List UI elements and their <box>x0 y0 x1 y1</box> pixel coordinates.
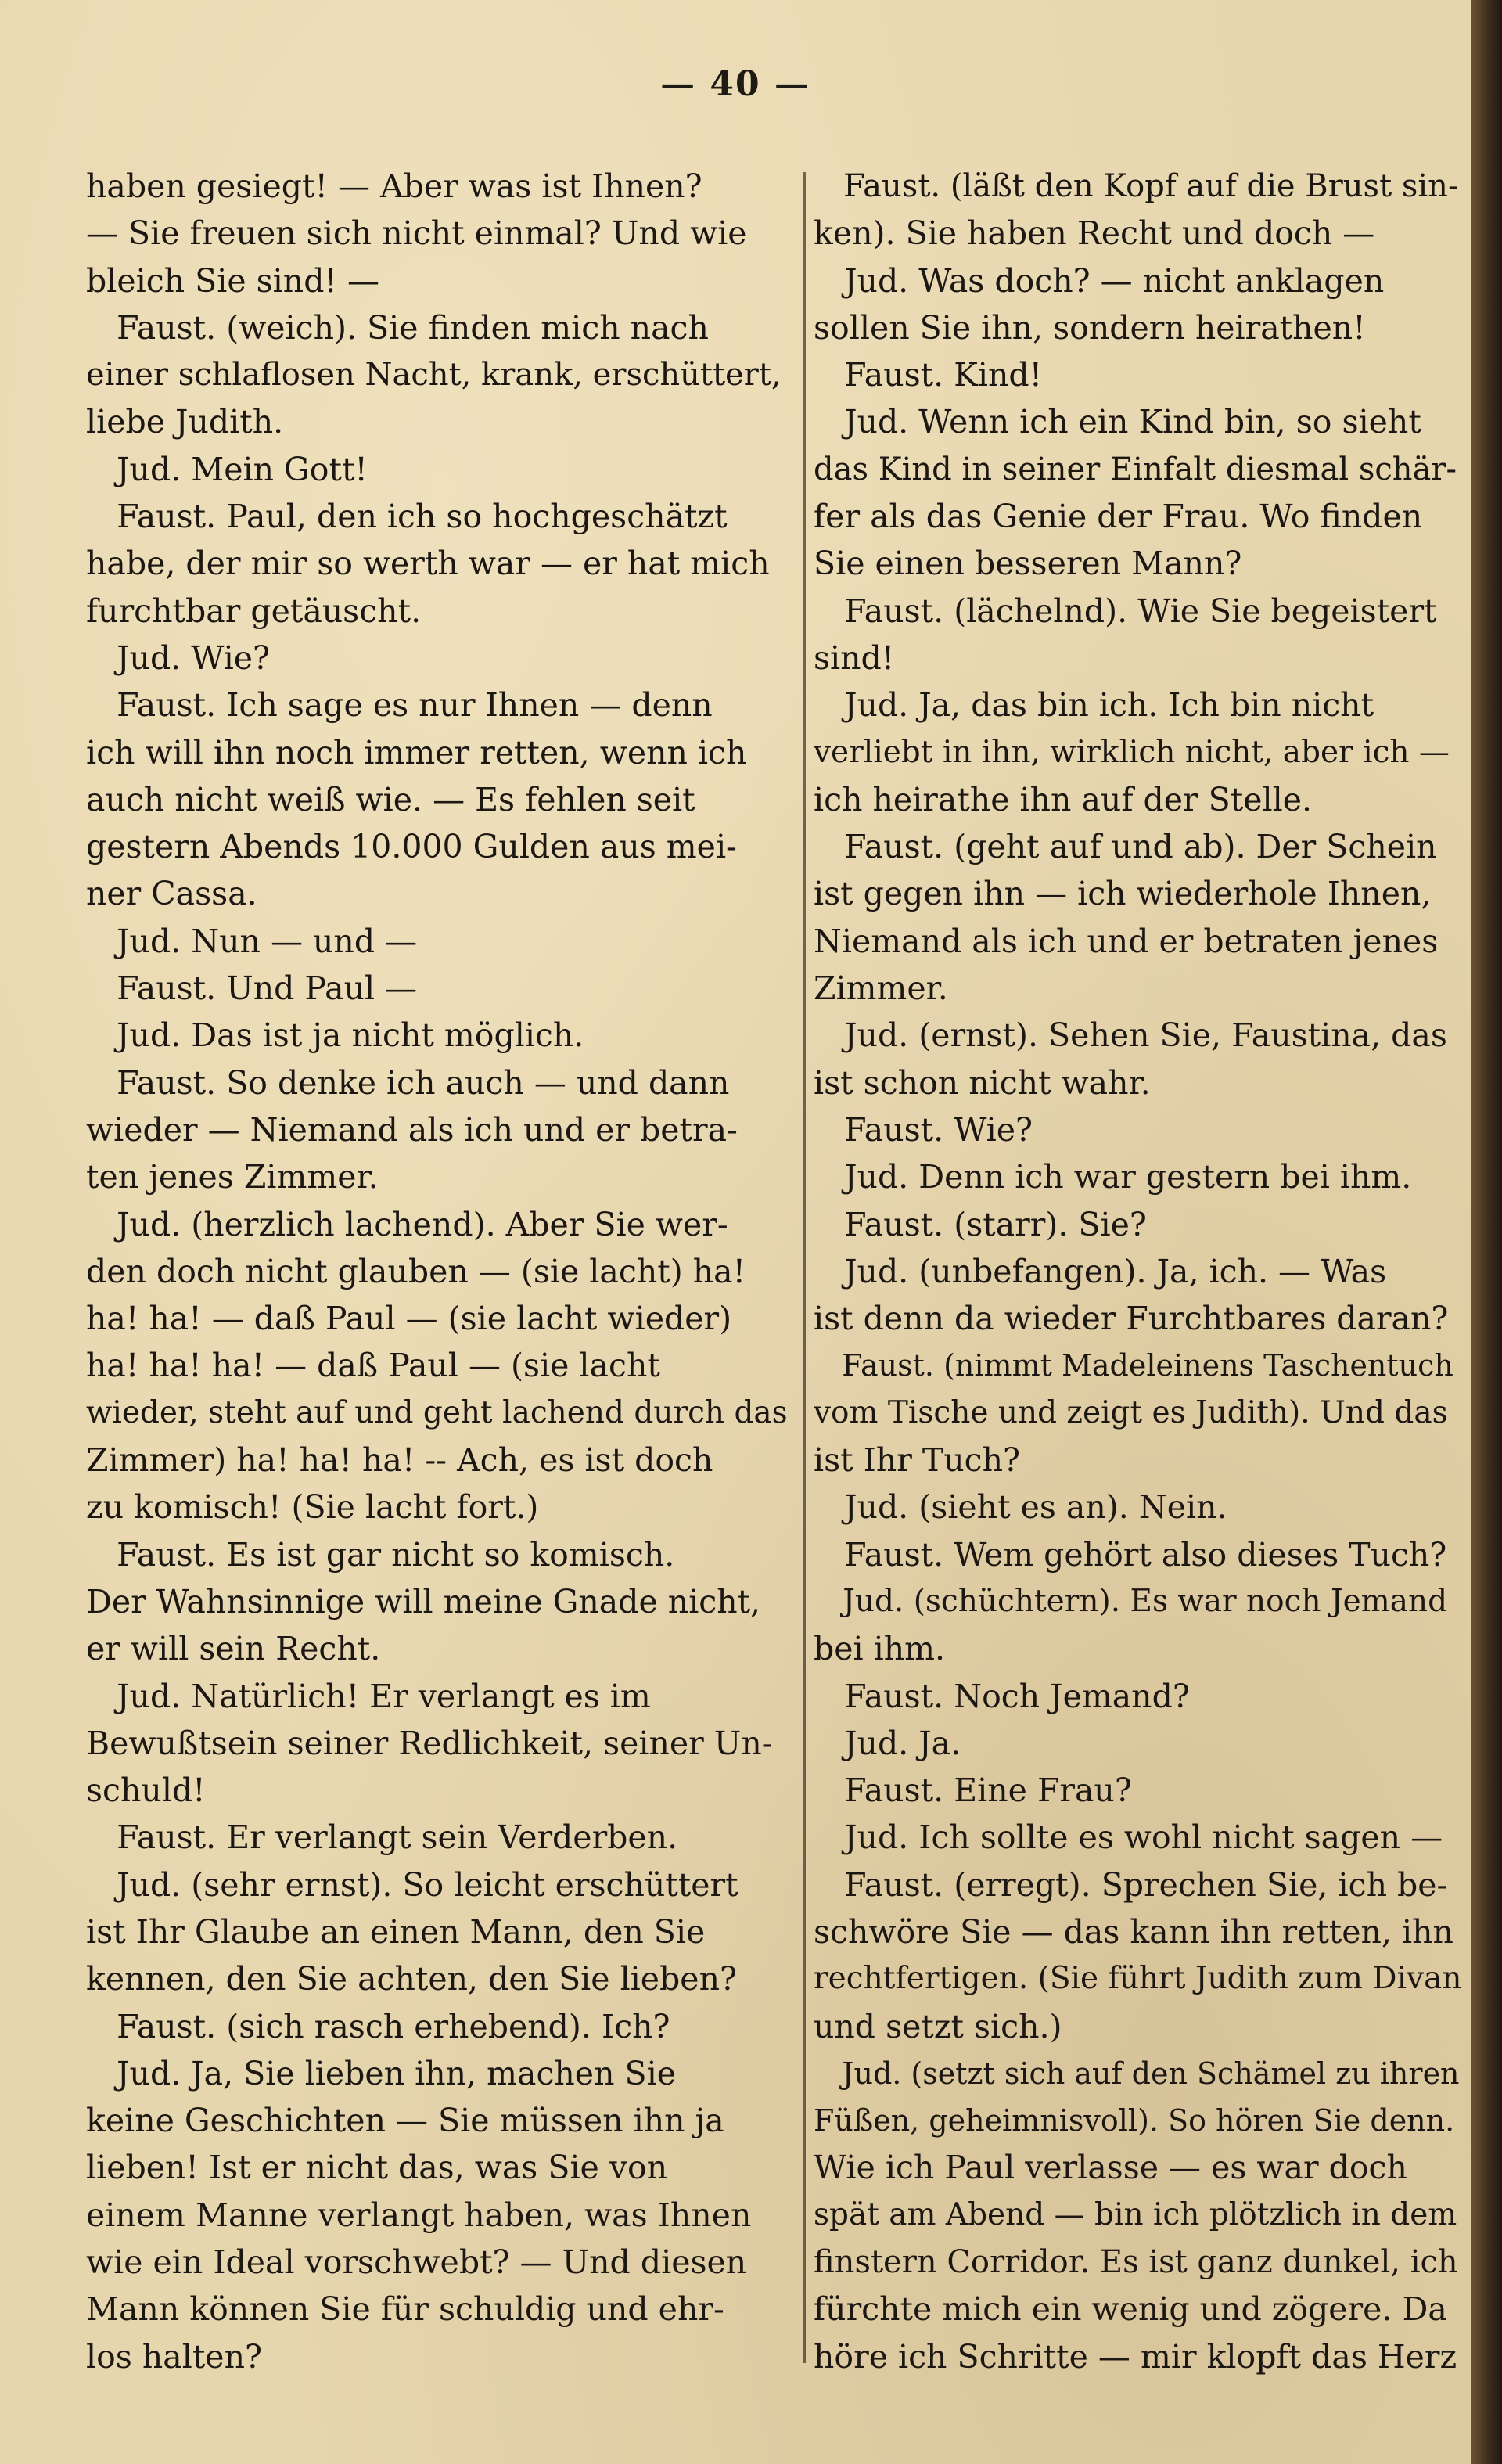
right-column-line: Jud. Ja. <box>814 1724 961 1762</box>
left-column-line: Jud. Nun — und — <box>86 922 418 960</box>
right-column-line: Faust. (erregt). Sprechen Sie, ich be- <box>814 1865 1448 1904</box>
left-column-line: Jud. Ja, Sie lieben ihn, machen Sie <box>86 2054 676 2092</box>
left-column-line: ich will ihn noch immer retten, wenn ich <box>86 733 747 772</box>
right-column-line: Faust. Wem gehört also dieses Tuch? <box>814 1535 1447 1574</box>
left-column-line: lieben! Ist er nicht das, was Sie von <box>86 2149 668 2187</box>
right-column-line: ist Ihr Tuch? <box>814 1441 1020 1480</box>
left-column-line: er will sein Recht. <box>86 1630 381 1668</box>
left-column-line: — Sie freuen sich nicht einmal? Und wie <box>86 214 747 253</box>
page-number: — 40 — <box>660 64 810 104</box>
right-column-line: rechtfertigen. (Sie führt Judith zum Divan <box>814 1961 1462 1997</box>
left-column-line: keine Geschichten — Sie müssen ihn ja <box>86 2102 724 2140</box>
left-column-line: Bewußtsein seiner Redlichkeit, seiner Un- <box>86 1724 773 1762</box>
right-column-line: Jud. (ernst). Sehen Sie, Faustina, das <box>814 1016 1447 1055</box>
right-column-line: Jud. (sieht es an). Nein. <box>814 1488 1227 1527</box>
right-column-line: Füßen, geheimnisvoll). So hören Sie denn. <box>814 2103 1455 2138</box>
right-column-line: finstern Corridor. Es ist ganz dunkel, ich <box>814 2244 1458 2281</box>
left-column-line: einer schlaflosen Nacht, krank, erschüttert, <box>86 357 782 394</box>
left-column-line: habe, der mir so werth war — er hat mich <box>86 545 770 583</box>
left-column-line: liebe Judith. <box>86 403 284 441</box>
left-column-line: Faust. Es ist gar nicht so komisch. <box>86 1535 675 1574</box>
right-column-line: vom Tische und zeigt es Judith). Und das <box>814 1394 1448 1430</box>
right-column-line: Jud. (unbefangen). Ja, ich. — Was <box>814 1252 1387 1290</box>
right-column-line: schwöre Sie — das kann ihn retten, ihn <box>814 1912 1453 1951</box>
right-column-line: Faust. Wie? <box>814 1110 1033 1149</box>
left-text-column <box>86 163 794 2380</box>
left-column-line: haben gesiegt! — Aber was ist Ihnen? <box>86 167 702 205</box>
right-column-line: Jud. Was doch? — nicht anklagen <box>814 261 1385 300</box>
left-column-line: Faust. Und Paul — <box>86 969 418 1008</box>
right-column-line: Jud. (setzt sich auf den Schämel zu ihren <box>814 2056 1460 2091</box>
right-column-line: fer als das Genie der Frau. Wo finden <box>814 498 1423 536</box>
right-column-line: sind! <box>814 638 895 677</box>
left-column-line: los halten? <box>86 2337 262 2376</box>
right-column-line: und setzt sich.) <box>814 2007 1062 2045</box>
right-column-line: verliebt in ihn, wirklich nicht, aber ich — <box>814 734 1450 770</box>
right-column-line: höre ich Schritte — mir klopft das Herz <box>814 2337 1457 2376</box>
right-column-line: ken). Sie haben Recht und doch — <box>814 214 1375 253</box>
right-column-line: ist gegen ihn — ich wiederhole Ihnen, <box>814 875 1432 913</box>
right-column-line: fürchte mich ein wenig und zögere. Da <box>814 2290 1447 2329</box>
left-column-line: Jud. Wie? <box>86 638 271 677</box>
left-column-line: Jud. Das ist ja nicht möglich. <box>86 1016 584 1055</box>
left-column-line: Faust. (weich). Sie finden mich nach <box>86 308 709 347</box>
left-column-line: den doch nicht glauben — (sie lacht) ha! <box>86 1252 746 1290</box>
right-column-line: Jud. Wenn ich ein Kind bin, so sieht <box>814 403 1421 441</box>
left-column-line: bleich Sie sind! — <box>86 261 379 300</box>
left-column-line: auch nicht weiß wie. — Es fehlen seit <box>86 780 695 818</box>
book-spine-edge <box>1471 0 1502 2464</box>
right-column-line: ich heirathe ihn auf der Stelle. <box>814 780 1313 818</box>
left-column-line: Faust. Er verlangt sein Verderben. <box>86 1818 678 1857</box>
right-column-line: ist schon nicht wahr. <box>814 1063 1151 1102</box>
right-text-column <box>814 163 1463 2380</box>
left-column-line: ha! ha! — daß Paul — (sie lacht wieder) <box>86 1300 732 1338</box>
right-column-line: Faust. Noch Jemand? <box>814 1677 1190 1715</box>
left-column-line: ner Cassa. <box>86 875 257 913</box>
right-column-line: spät am Abend — bin ich plötzlich in dem <box>814 2196 1457 2232</box>
right-column-line: Faust. (lächelnd). Wie Sie begeistert <box>814 592 1437 630</box>
left-column-line: gestern Abends 10.000 Gulden aus mei- <box>86 828 737 866</box>
left-column-line: Faust. Ich sage es nur Ihnen — denn <box>86 686 713 725</box>
left-column-line: Jud. Natürlich! Er verlangt es im <box>86 1677 651 1715</box>
left-column-line: Jud. (sehr ernst). So leicht erschüttert <box>86 1865 738 1904</box>
right-column-line: Sie einen besseren Mann? <box>814 545 1242 583</box>
left-column-line: kennen, den Sie achten, den Sie lieben? <box>86 1960 737 1998</box>
left-column-line: wieder, steht auf und geht lachend durch das <box>86 1394 788 1430</box>
left-column-line: Faust. (sich rasch erhebend). Ich? <box>86 2007 670 2045</box>
right-column-line: sollen Sie ihn, sondern heirathen! <box>814 308 1366 347</box>
left-column-line: Der Wahnsinnige will meine Gnade nicht, <box>86 1582 761 1620</box>
left-column-line: wieder — Niemand als ich und er betra- <box>86 1110 738 1149</box>
left-column-line: einem Manne verlangt haben, was Ihnen <box>86 2196 752 2234</box>
left-column-line: Faust. So denke ich auch — und dann <box>86 1063 730 1102</box>
right-column-line: Niemand als ich und er betraten jenes <box>814 922 1439 960</box>
right-column-line: Faust. Kind! <box>814 356 1043 394</box>
right-column-line: Faust. (starr). Sie? <box>814 1205 1147 1243</box>
left-column-line: Jud. Mein Gott! <box>86 450 368 488</box>
right-column-line: Faust. Eine Frau? <box>814 1772 1132 1810</box>
left-column-line: ist Ihr Glaube an einen Mann, den Sie <box>86 1912 706 1951</box>
left-column-line: ha! ha! ha! — daß Paul — (sie lacht <box>86 1347 660 1385</box>
right-column-line: das Kind in seiner Einfalt diesmal schär- <box>814 451 1457 487</box>
right-column-line: Faust. (nimmt Madeleinens Taschentuch <box>814 1348 1453 1383</box>
left-column-line: Zimmer) ha! ha! ha! -- Ach, es ist doch <box>86 1441 713 1480</box>
left-column-line: furchtbar getäuscht. <box>86 592 422 630</box>
right-column-line: Jud. (schüchtern). Es war noch Jemand <box>814 1583 1448 1619</box>
right-column-line: Zimmer. <box>814 969 948 1008</box>
right-column-line: Faust. (läßt den Kopf auf die Brust sin- <box>814 168 1459 204</box>
right-column-line: Jud. Ja, das bin ich. Ich bin nicht <box>814 686 1374 725</box>
column-divider <box>803 172 806 2363</box>
right-column-line: Faust. (geht auf und ab). Der Schein <box>814 828 1437 866</box>
right-column-line: Wie ich Paul verlasse — es war doch <box>814 2149 1407 2187</box>
left-column-line: Mann können Sie für schuldig und ehr- <box>86 2290 724 2329</box>
right-column-line: bei ihm. <box>814 1630 946 1668</box>
right-column-line: Jud. Denn ich war gestern bei ihm. <box>814 1158 1412 1196</box>
left-column-line: Jud. (herzlich lachend). Aber Sie wer- <box>86 1205 728 1243</box>
right-column-line: Jud. Ich sollte es wohl nicht sagen — <box>814 1818 1443 1857</box>
left-column-line: wie ein Ideal vorschwebt? — Und diesen <box>86 2243 747 2282</box>
left-column-line: schuld! <box>86 1772 206 1810</box>
left-column-line: zu komisch! (Sie lacht fort.) <box>86 1488 539 1527</box>
left-column-line: Faust. Paul, den ich so hochgeschätzt <box>86 498 728 536</box>
left-column-line: ten jenes Zimmer. <box>86 1158 379 1196</box>
right-column-line: ist denn da wieder Furchtbares daran? <box>814 1300 1449 1338</box>
